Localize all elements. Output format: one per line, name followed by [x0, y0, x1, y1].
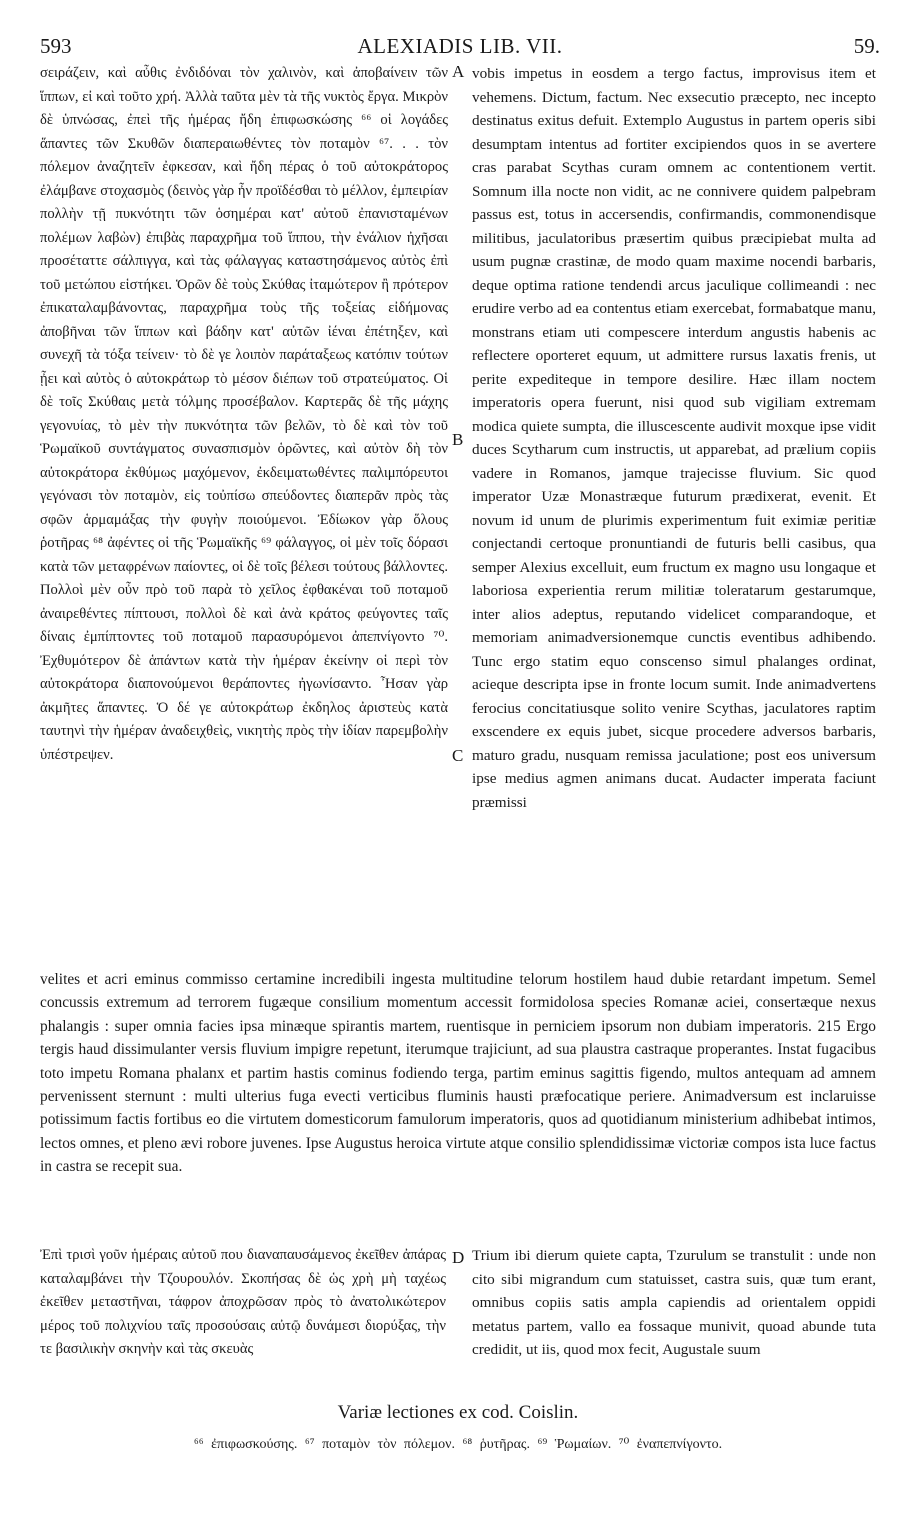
latin-text-bottom: Trium ibi dierum quiete capta, Tzurulum se transtulit : unde non cito sibi migrandum cum statuisset, castra suis, quæ tum erant, omnibus copiis satis ampla capiendis ad orientalem oppidi metatus partem, vallo ea fossaque munivit, quoad abunde tuta credidit, ut iis, quod mox fecit, Augustale suum — [472, 1247, 876, 1358]
latin-full-width — [40, 968, 876, 1179]
latin-column-bottom — [472, 1244, 876, 1362]
greek-text-top: σειράζειν, καὶ αὖθις ἐνδιδόναι τὸν χαλινὸν, καὶ ἀποβαίνειν τῶν ἵππων, εἰ καὶ τοῦτο χρή. Ἀλλὰ ταῦτα μὲν τὰ τῆς νυκτὸς ἔργα. Μικρὸν δὲ ὑπνώσας, ἐπεὶ τῆς ἡμέρας ἤδη ἐπιφωσκώσης ⁶⁶ οἱ λογάδες ἅπαντες τῶν Σκυθῶν διαπεραιωθέντες τὸν ποταμὸν ⁶⁷. . . τὸν πόλεμον ἀναζητεῖν ἐφκεσαν, καὶ ἤδη πέρας ὁ τοῦ αὐτοκράτορος ἐλάμβανε στοχασμὸς (δεινὸς γὰρ ἦν προϊδέσθαι τὸ μέλλον, ἐμπειρίαν πολλὴν τῇ πυκνότητι τῶν ὁσημέραι κατ' αὐτοῦ ἐπανισταμένων πολέμων λαβὼν) ἐπιβὰς παραχρῆμα τοῦ ἵππου, τὴν ἐνάλιον ἠχῆσαι προσέταττε σάλπιγγα, καὶ τὰς φάλαγγας καταστησάμενος αὐτὸς ἐπὶ τοῦ μετώπου εἱστήκει. Ὁρῶν δὲ τοὺς Σκύθας ἰταμώτερον ἢ πρότερον ἐπικαταλαμβάνοντας, παραχρῆμα τοὺς τῆς τοξείας εἰδήμονας ἀποβῆναι τῶν ἵππων καὶ βάδην κατ' αὐτῶν ἰέναι ἐπέτηξεν, καὶ συνεχῆ τὰ τόξα τείνειν· τὸ δὲ γε λοιπὸν παράταξεως κατόπιν τούτων ᾖει καὶ αὐτὸς ὁ αὐτοκράτωρ τὸ μέσον διέπων τοῦ στρατεύματος. Οἱ δὲ τοῖς Σκύθαις μετὰ τόλμης προσέβαλον. Καρτερᾶς δὲ τῆς μάχης γεγονυίας, τὸ μὲν τὴν πυκνότητα τῶν βελῶν, τὸ δὲ καὶ τὸν τοῦ Ῥωμαϊκοῦ συντάγματος συνασπισμὸν ὁρῶντες, καὶ αὐτὸν δὴ τὸν αὐτοκράτορα ἐκθύμως μαχόμενον, ἐκδειματωθέντες παλιμπόρευτοι γεγόνασι τὸν ποταμὸν, εἰς τοὐπίσω σπεύδοντες διαπερᾶν πρὸς τὰς σφῶν ἁρμαμάξας τὴν φυγὴν ποιούμενοι. Ἐδίωκον γὰρ ὅλους ῥοτῆρας ⁶⁸ ἀφέντες οἱ τῆς Ῥωμαϊκῆς ⁶⁹ φάλαγγος, οἱ μὲν τοῖς δόρασι κατὰ τῶν μεταφρένων παίοντες, οἱ δὲ τοῖς βέλεσι τούτους βάλλοντες. Πολλοὶ μὲν οὖν πρὸ τοῦ παρὰ τὸ χεῖλος ἐφθακέναι τοῦ ποταμοῦ ἀναιρεθέντες πίπτουσι, πολλοὶ δὲ καὶ ἀνὰ κράτος φεύγοντες ταῖς δίναις ἐμπίπτοντες τοῦ ποταμοῦ παρασυρόμενοι ἀπεπνίγοντο ⁷⁰. Ἐχθυμότερον δὲ ἁπάντων κατὰ τὴν ἡμέραν ἐκείνην οἱ περὶ τὸν αὐτοκράτορα διαπονούμενοι θεράποντες ἠγωνίσαντο. Ἦσαν γὰρ ἀκμῆτες ἅπαντες. Ὁ δέ γε αὐτοκράτωρ ἐκδηλος ἀριστεὺς κατὰ ταυτηνὶ τὴν ἡμέραν ἀναδειχθεὶς, νικητὴς πρὸς τὴν ἰδίαν παρεμβολὴν ὑπέστρεψεν. — [40, 65, 448, 763]
latin-column-top — [472, 62, 876, 814]
running-head: ALEXIADIS LIB. VII. — [357, 34, 563, 58]
greek-text-bottom: Ἐπὶ τρισὶ γοῦν ἡμέραις αὐτοῦ που διαναπαυσάμενος ἐκεῖθεν ἀπάρας καταλαμβάνει τὴν Τζουρουλόν. Σκοπήσας δὲ ὡς χρὴ μὴ ταχέως ἐκεῖθεν μεταστῆναι, τάφρον ἀποχρῶσαν πρὸς τὸ ἀνατολικώτερον μέρος τοῦ πολιχνίου ταῖς προσούσαις αὐτῷ δυνάμεσι διορύξας, τὴν τε βασιλικὴν σκηνὴν καὶ τὰς σκευὰς — [40, 1247, 446, 1357]
page-number-left: 593 — [40, 34, 72, 58]
latin-text-top: vobis impetus in eosdem a tergo factus, improvisus item et vehemens. Dictum, factum. Nec exsecutio præcepto, nec incepto destinatus exitus defuit. Extemplo Augustus in partem operis sibi desumptam intentus ad fortiter excipiendos quos in se avertere cras parabat Scythas curam omnem ac contentionem vertit. Somnum illa nocte non vidit, ac ne connivere quidem palpebram passus est, totus in accersendis, confirmandis, commonendisque militibus, jaculatoribus præsertim quibus præcipiebat multa ad usum pugnæ crastinæ, de modo quam maxime nocendi barbaris, deque optima ratione tendendi arcus jaculique collimeandi : nec erudire verbo ad ea contentus etiam exercebat, formabatque manu, monstrans etiam uti compescere interdum angustis habenis ac reflectere oporteret equum, ut admittere rursus laxatis frenis, ut perite expediteque in tempore desilire. Hæc illam noctem imperatoris opera fuerunt, nisi quod sub vigiliam extremam modica quiete sumpta, die illuscescente audivit moxque ipse vidit duces Scytharum cum instructis, ut apparebat, ad prælium copiis vadere in Romanos, jamque trajecisse fluvium. Sic quod imperator Uzæ Monastræque futurum prædixerat, evenit. Et novum id unum de plurimis experimentum fuit eximiæ peritiæ conjectandi certoque pronuntiandi de futuris belli casibus, qua semper Alexius excelluit, eum fructum ex magno usu longaque et laboriosa experientia rerum militiæ toleratarum gestarumque, inter alios adeptus, reputando videlicet comparandoque, et memoriam animadversionemque cunctis eventibus adhibendo. Tunc ergo statim equo conscenso simul phalanges ordinat, acieque descripta ipse in fronte locum sumit. Inde animadvertens ferocius concitatiusque solito venire Scythas, jaculatores raptim exscendere ex equis jubet, sicque procedere adversos barbaris, maturo gradu, nusquam remissa jaculatione; post eos universum ipse medius agmen animans ducat. Audacter imperata faciunt præmissi — [472, 65, 876, 811]
variants-heading: Variæ lectiones ex cod. Coislin. — [337, 1402, 579, 1423]
margin-letter-d: D — [452, 1248, 465, 1267]
margin-letter-c: C — [452, 746, 464, 765]
page-header — [40, 34, 880, 58]
page-number-right: 59. — [853, 34, 880, 58]
greek-column-top — [40, 62, 448, 767]
latin-text-full: velites et acri eminus commisso certamine incredibili ingesta multitudine telorum hostilem haud dubie retardant impetum. Semel concussis extremum ad terrorem fugæque consilium momentum accessit formidolosa species Romanæ aciei, consertæque nexus phalangis : super omnia facies ipsa minæque spirantis martem, ruentisque in perniciem ipsorum non dubiam imperatoris. 215 Ergo tergis haud dissimulanter versis fluvium impigre repetunt, iterumque trajiciunt, ad sua plaustra castraque properantes. Instat fugacibus toto impetu Romana phalanx et partim hastis cominus fodiendo terga, partim eminus sagittis figendo, multos antequam ad amnem pervenissent sternunt : multi ulterius fuga evecti verticibus fluminis hausti præfocatique periere. Animadversum est inclaruisse potissimum factis fortibus eo die virtutem domesticorum famulorum imperatoris, quos ad quotidianum ministerium adhibebat intimos, lectos omnes, et pleno ævi robore juvenes. Ipse Augustus heroica virtute atque consilio splendidissimæ victoriæ compos ista luce factus in castra se recepit sua. — [40, 971, 876, 1176]
greek-column-bottom — [40, 1244, 446, 1362]
margin-letter-b: B — [452, 430, 464, 449]
variants-footnotes: ⁶⁶ ἐπιφωσκούσης. ⁶⁷ ποταμὸν τὸν πόλεμον. ⁶⁸ ῥυτῆρας. ⁶⁹ Ῥωμαίων. ⁷⁰ ἐναπεπνίγοντο. — [193, 1437, 723, 1452]
margin-letter-a: A — [452, 62, 465, 81]
